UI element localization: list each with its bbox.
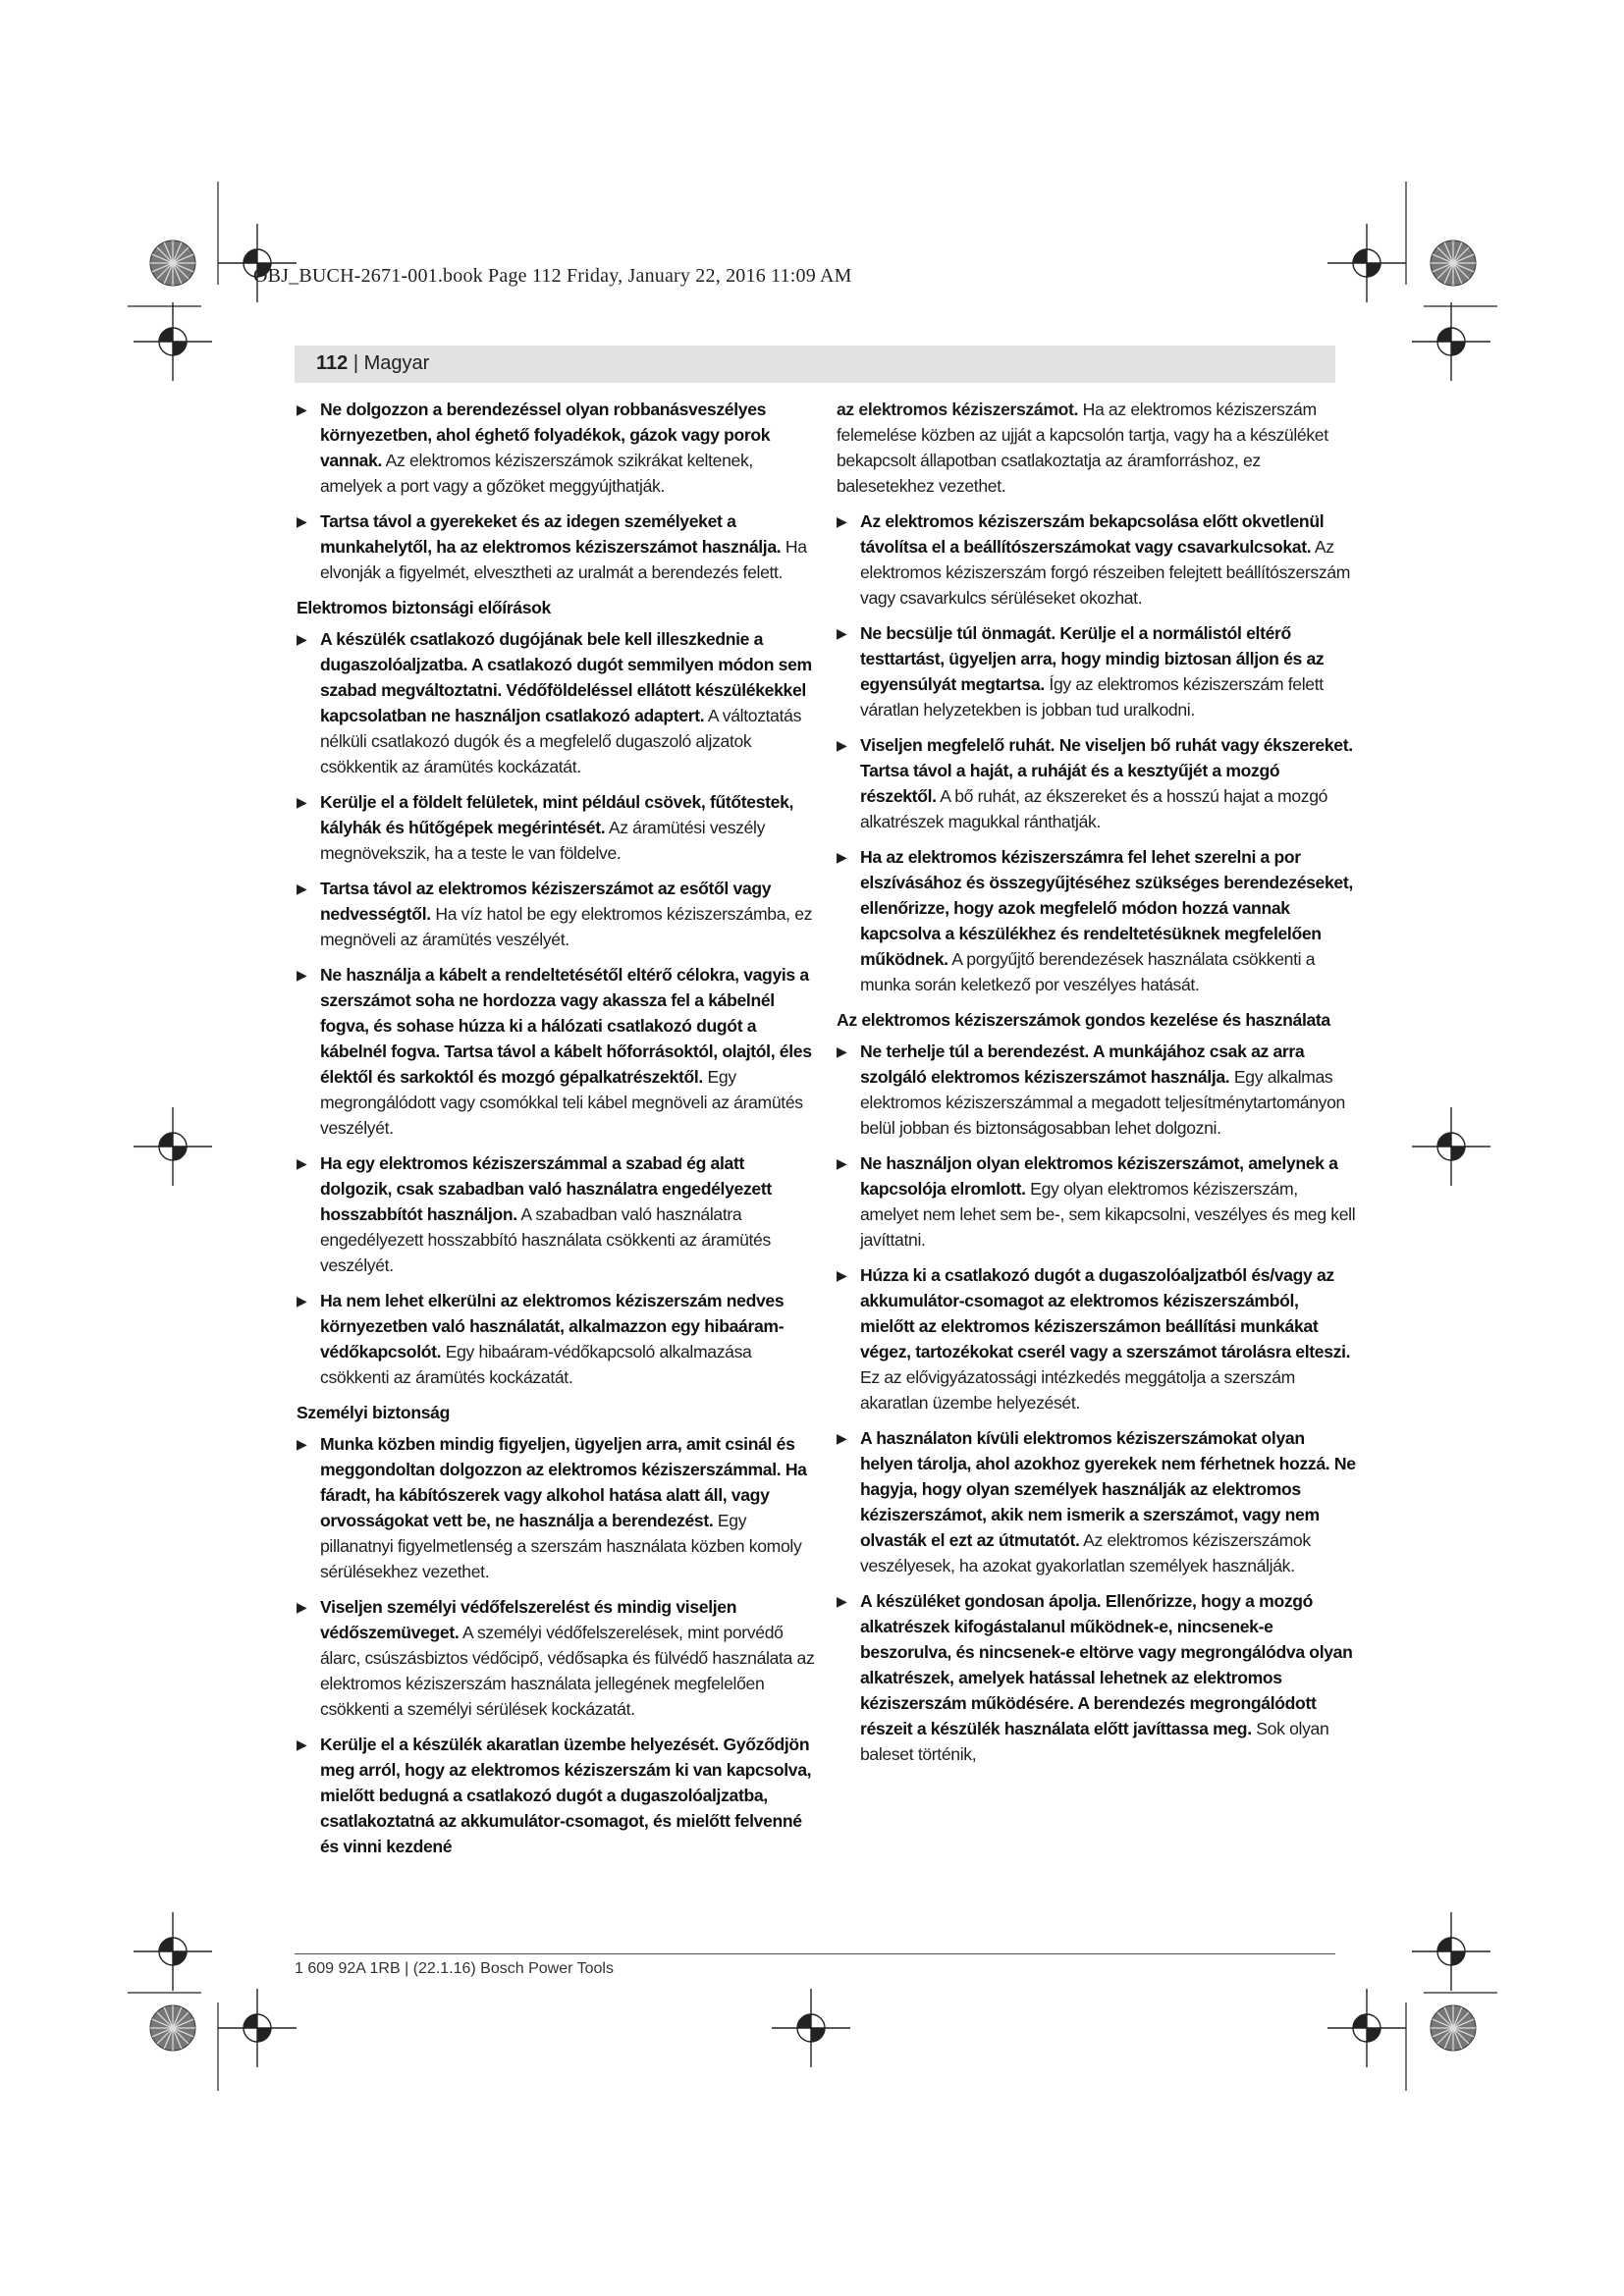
bullet-triangle-icon: ▶	[837, 1267, 847, 1283]
safety-item	[297, 1594, 817, 1722]
bullet-triangle-icon: ▶	[837, 1155, 847, 1171]
safety-item	[837, 732, 1357, 834]
instruction-explanation: Egy megrongálódott vagy csomókkal teli kábel megnöveli az áramütés veszélyét.	[320, 1067, 803, 1138]
instruction-bold: A készüléket gondosan ápolja. Ellenőrizze, hogy a mozgó alkatrészek kifogástalanul működnek-e, nincsenek-e beszorulva, és nincsenek-e eltörve vagy megrongálódva olyan alkatrészek, amelyek hatással lehetnek az elektromos kéziszerszám működésére. A berendezés megrongálódott részeit a készülék használata előtt javíttassa meg.	[860, 1591, 1353, 1738]
safety-item	[837, 508, 1357, 611]
continued-paragraph	[837, 397, 1357, 499]
bullet-triangle-icon: ▶	[297, 631, 307, 647]
print-header: OBJ_BUCH-2671-001.book Page 112 Friday, January 22, 2016 11:09 AM	[253, 265, 852, 287]
page-footer: 1 609 92A 1RB | (22.1.16) Bosch Power Tools	[295, 1960, 614, 1977]
page-language: Magyar	[363, 352, 430, 374]
bullet-triangle-icon: ▶	[837, 513, 847, 529]
safety-item	[837, 1588, 1357, 1767]
instruction-bold: Munka közben mindig figyeljen, ügyeljen arra, amit csinál és meggondoltan dolgozzon az elektromos kéziszerszámmal. Ha fáradt, ha kábítószerek vagy alkohol hatása alatt áll, vagy orvosságokat vett be, ne használja a berendezést.	[320, 1434, 807, 1530]
safety-item	[297, 789, 817, 866]
instruction-explanation: Ha víz hatol be egy elektromos kéziszerszámba, ez megnöveli az áramütés veszélyét.	[320, 904, 813, 949]
instruction-bold: Ne becsülje túl önmagát. Kerülje el a normálistól eltérő testtartást, ügyeljen arra, hogy mindig biztosan álljon és az egyensúlyát megtartsa.	[860, 623, 1325, 694]
instruction-explanation: Az elektromos kéziszerszámok szikrákat keltenek, amelyek a port vagy a gőzöket meggyújthatják.	[320, 451, 753, 496]
instruction-bold: Tartsa távol a gyerekeket és az idegen személyeket a munkahelytől, ha az elektromos kéziszerszámot használja.	[320, 511, 782, 557]
section-heading: Személyi biztonság	[297, 1403, 450, 1422]
instruction-explanation: Egy olyan elektromos kéziszerszám, amelyet nem lehet sem be-, sem kikapcsolni, veszélyes és meg kell javíttatni.	[860, 1179, 1356, 1250]
instruction-explanation: A változtatás nélküli csatlakozó dugók és a megfelelő dugaszoló aljzatok csökkentik az áramütés kockázatát.	[320, 706, 802, 776]
instruction-explanation: Sok olyan baleset történik,	[860, 1719, 1329, 1764]
safety-item	[297, 508, 817, 585]
bullet-triangle-icon: ▶	[297, 1736, 307, 1752]
instruction-explanation: Az áramütési veszély megnövekszik, ha a teste le van földelve.	[320, 818, 766, 863]
bullet-triangle-icon: ▶	[837, 1430, 847, 1446]
bullet-triangle-icon: ▶	[297, 513, 307, 529]
instruction-bold: Húzza ki a csatlakozó dugót a dugaszolóaljzatból és/vagy az akkumulátor-csomagot az elektromos kéziszerszámból, mielőtt az elektromos kéziszerszámon beállítási munkákat végez, tartozékokat cserél vagy a szerszámot tárolásra elteszi.	[860, 1265, 1351, 1362]
instruction-bold: Ne terhelje túl a berendezést. A munkájához csak az arra szolgáló elektromos kéziszerszámot használja.	[860, 1041, 1305, 1087]
section-heading: Elektromos biztonsági előírások	[297, 598, 551, 617]
bullet-triangle-icon: ▶	[837, 625, 847, 641]
safety-item	[837, 844, 1357, 997]
right-column	[837, 397, 1357, 1777]
safety-item	[837, 620, 1357, 722]
safety-item	[837, 1425, 1357, 1578]
safety-item	[297, 1150, 817, 1278]
section-heading: Az elektromos kéziszerszámok gondos kezelése és használata	[837, 1010, 1330, 1030]
instruction-explanation: A bő ruhát, az ékszereket és a hosszú hajat a mozgó alkatrészek magukkal ránthatják.	[860, 786, 1328, 831]
bullet-triangle-icon: ▶	[297, 794, 307, 810]
page-number: 112	[316, 352, 349, 374]
instruction-bold: A készülék csatlakozó dugójának bele kell illeszkednie a dugaszolóaljzatba. A csatlakozó dugót semmilyen módon sem szabad megváltoztatni. Védőföldeléssel ellátott készülékekkel kapcsolatban ne használjon csatlakozó adaptert.	[320, 629, 812, 725]
safety-item	[297, 962, 817, 1141]
instruction-bold: Ha az elektromos kéziszerszámra fel lehet szerelni a por elszívásához és összegyűjtéséhez szükséges berendezéseket, ellenőrizze, hogy azok megfelelő módon hozzá vannak kapcsolva a készülékhez és rendeltetésüknek megfelelően működnek.	[860, 847, 1353, 969]
instruction-bold: Kerülje el a készülék akaratlan üzembe helyezését. Győződjön meg arról, hogy az elektromos kéziszerszám ki van kapcsolva, mielőtt bedugná a csatlakozó dugót a dugaszolóaljzatba, csatlakoztatná az akkumulátor-csomagot, és mielőtt felvenné és vinni kezdené	[320, 1735, 812, 1856]
instruction-bold: Ha nem lehet elkerülni az elektromos kéziszerszám nedves környezetben való használatát, alkalmazzon egy hibaáram-védőkapcsolót.	[320, 1291, 785, 1362]
safety-item	[297, 626, 817, 779]
instruction-bold: az elektromos kéziszerszámot.	[837, 400, 1079, 419]
instruction-explanation: Egy pillanatnyi figyelmetlenség a szerszám használata közben komoly sérülésekhez vezethet.	[320, 1511, 802, 1581]
instruction-bold: Kerülje el a földelt felületek, mint például csövek, fűtőtestek, kályhák és hűtőgépek megérintését.	[320, 792, 794, 837]
bullet-triangle-icon: ▶	[297, 967, 307, 983]
instruction-bold: Az elektromos kéziszerszám bekapcsolása előtt okvetlenül távolítsa el a beállítószerszámokat vagy csavarkulcsokat.	[860, 511, 1325, 557]
bullet-triangle-icon: ▶	[297, 1436, 307, 1452]
bullet-triangle-icon: ▶	[297, 881, 307, 896]
instruction-explanation: Ha az elektromos kéziszerszám felemelése közben az ujját a kapcsolón tartja, vagy ha a készüléket bekapcsolt állapotban csatlakoztatja az áramforráshoz, ez balesetekhez vezethet.	[837, 400, 1328, 496]
instruction-explanation: Az elektromos kéziszerszám forgó részeiben felejtett beállítószerszám vagy csavarkulcs sérüléseket okozhat.	[860, 537, 1351, 608]
instruction-bold: Ne használjon olyan elektromos kéziszerszámot, amelynek a kapcsolója elromlott.	[860, 1153, 1338, 1199]
instruction-explanation: Az elektromos kéziszerszámok veszélyesek, ha azokat gyakorlatlan személyek használják.	[860, 1530, 1311, 1575]
instruction-explanation: A porgyűjtő berendezések használata csökkenti a munka során keletkező por veszélyes hatását.	[860, 949, 1316, 994]
footer-rule	[295, 1953, 1335, 1954]
safety-item	[837, 1150, 1357, 1253]
bullet-triangle-icon: ▶	[837, 1043, 847, 1059]
bullet-triangle-icon: ▶	[297, 1599, 307, 1615]
safety-item	[297, 1288, 817, 1390]
instruction-explanation: Ez az elővigyázatossági intézkedés meggátolja a szerszám akaratlan üzembe helyezését.	[860, 1367, 1295, 1413]
instruction-explanation: Egy hibaáram-védőkapcsoló alkalmazása csökkenti az áramütés kockázatát.	[320, 1342, 752, 1387]
instruction-explanation: A személyi védőfelszerelések, mint porvédő álarc, csúszásbiztos védőcipő, védősapka és fülvédő használata az elektromos kéziszerszám használata jellegének megfelelően csökkenti a személyi sérülések kockázatát.	[320, 1623, 815, 1719]
bullet-triangle-icon: ▶	[837, 1593, 847, 1609]
instruction-explanation: Ha elvonják a figyelmét, elvesztheti az uralmát a berendezés felett.	[320, 537, 807, 582]
bullet-triangle-icon: ▶	[297, 401, 307, 417]
instruction-bold: Viseljen személyi védőfelszerelést és mindig viseljen védőszemüveget.	[320, 1597, 737, 1642]
instruction-explanation: Így az elektromos kéziszerszám felett váratlan helyzetekben is jobban tud uralkodni.	[860, 674, 1324, 720]
instruction-bold: A használaton kívüli elektromos kéziszerszámokat olyan helyen tárolja, ahol azokhoz gyerekek nem férhetnek hozzá. Ne hagyja, hogy olyan személyek használják az elektromos kéziszerszámot, akik nem ismerik a szerszámot, vagy nem olvasták el ezt az útmutatót.	[860, 1428, 1356, 1550]
bullet-triangle-icon: ▶	[297, 1293, 307, 1308]
safety-item	[297, 397, 817, 499]
bullet-triangle-icon: ▶	[837, 737, 847, 753]
safety-item	[837, 1262, 1357, 1415]
instruction-bold: Ne használja a kábelt a rendeltetésétől eltérő célokra, vagyis a szerszámot soha ne hordozza vagy akassza fel a kábelnél fogva, és sohase húzza ki a hálózati csatlakozó dugót a kábelnél fogva. Tartsa távol a kábelt hőforrásoktól, olajtól, éles élektől és sarkoktól és mozgó gépalkatrészektől.	[320, 965, 812, 1087]
instruction-bold: Tartsa távol az elektromos kéziszerszámot az esőtől vagy nedvességtől.	[320, 879, 772, 924]
safety-item	[297, 876, 817, 952]
instruction-bold: Viseljen megfelelő ruhát. Ne viseljen bő ruhát vagy ékszereket. Tartsa távol a haját, a ruháját és a kesztyűjét a mozgó részektől.	[860, 735, 1353, 806]
safety-item	[297, 1431, 817, 1584]
left-column	[297, 397, 817, 1869]
page-header-band	[295, 346, 1335, 383]
instruction-bold: Ha egy elektromos kéziszerszámmal a szabad ég alatt dolgozik, csak szabadban való használatra engedélyezett hosszabbítót használjon.	[320, 1153, 772, 1224]
instruction-explanation: A szabadban való használatra engedélyezett hosszabbító használata csökkenti az áramütés veszélyét.	[320, 1204, 771, 1275]
safety-item	[297, 1732, 817, 1859]
bullet-triangle-icon: ▶	[297, 1155, 307, 1171]
page-header-label: 112 | Magyar	[316, 352, 430, 374]
bullet-triangle-icon: ▶	[837, 849, 847, 865]
instruction-bold: Ne dolgozzon a berendezéssel olyan robbanásveszélyes környezetben, ahol éghető folyadékok, gázok vagy porok vannak.	[320, 400, 771, 470]
safety-item	[837, 1039, 1357, 1141]
instruction-explanation: Egy alkalmas elektromos kéziszerszámmal a megadott teljesítménytartományon belül jobban és biztonságosabban lehet dolgozni.	[860, 1067, 1345, 1138]
